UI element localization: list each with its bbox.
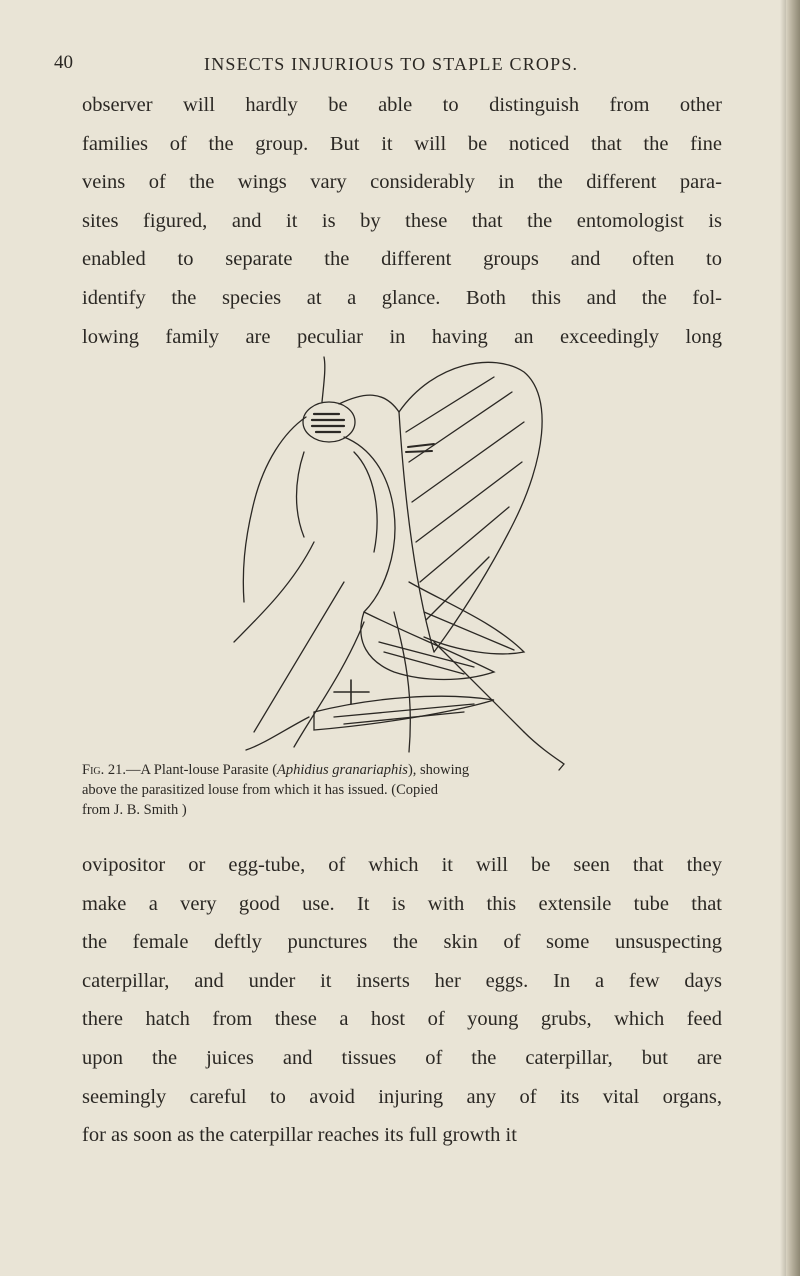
forewing-outline <box>399 362 542 652</box>
page-number: 40 <box>54 52 73 73</box>
text-line: caterpillar, and under it inserts her eggs. In a few days <box>82 969 722 992</box>
running-head <box>54 52 754 82</box>
text-line: identify the species at a glance. Both this and the fol- <box>82 286 722 309</box>
caption-line: from J. B. Smith ) <box>82 802 187 818</box>
head <box>303 402 355 442</box>
text-line: families of the group. But it will be noticed that the fine <box>82 132 722 155</box>
hindwing-outline <box>409 582 524 654</box>
text-line: sites figured, and it is by these that the entomologist is <box>82 209 722 232</box>
running-title: INSECTS INJURIOUS TO STAPLE CROPS. <box>204 54 579 74</box>
text-line: there hatch from these a host of young grubs, which feed <box>82 1008 722 1031</box>
caption-line: above the parasitized louse from which it has issued. (Copied <box>82 782 438 798</box>
caption-species: Aphidius granariaphis <box>277 762 408 778</box>
parasite-engraving <box>194 352 594 782</box>
text-line: the female deftly punctures the skin of some unsuspecting <box>82 931 722 954</box>
text-line: veins of the wings vary considerably in the different para- <box>82 171 722 194</box>
text-line: make a very good use. It is with this extensile tube that <box>82 892 722 915</box>
caption-text: ), showing <box>407 762 470 778</box>
caption-label: Fig. 21. <box>82 762 126 778</box>
host-aphid <box>314 696 494 730</box>
scale-marker <box>334 680 369 704</box>
figure-parasite-illustration <box>194 352 594 782</box>
page-edge <box>786 0 800 1276</box>
text-line: lowing family are peculiar in having an exceedingly long <box>82 325 722 348</box>
text-line: enabled to separate the different groups and often to <box>82 248 722 271</box>
figure-caption <box>82 760 722 820</box>
text-line: upon the juices and tissues of the caterpillar, but are <box>82 1046 722 1069</box>
paragraph-bottom <box>82 846 722 1155</box>
text-line: ovipositor or egg-tube, of which it will be seen that they <box>82 854 722 876</box>
text-line: seemingly careful to avoid injuring any of its vital organs, <box>82 1085 722 1108</box>
text-line: for as soon as the caterpillar reaches its full growth it <box>82 1124 517 1147</box>
abdomen <box>361 612 494 680</box>
caption-text: —A Plant-louse Parasite ( <box>126 762 278 778</box>
text-line: observer will hardly be able to distinguish from other <box>82 94 722 116</box>
paragraph-top <box>82 86 722 356</box>
